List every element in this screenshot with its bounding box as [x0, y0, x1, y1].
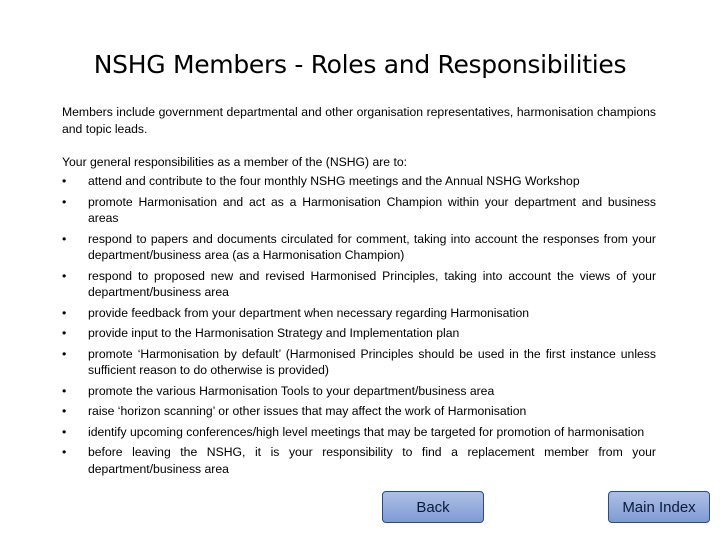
list-item	[62, 346, 656, 379]
bullet-icon: •	[62, 194, 67, 209]
list-item	[62, 231, 656, 264]
list-item	[62, 194, 656, 227]
main-index-button[interactable]: Main Index	[608, 491, 710, 523]
list-item-text: raise ‘horizon scanning’ or other issues that may affect the work of Harmonisation	[88, 404, 527, 418]
list-item-text: provide feedback from your department when necessary regarding Harmonisation	[88, 305, 530, 320]
list-item-text: respond to proposed new and revised Harmonised Principles, taking into account the views of your department/business area	[88, 268, 656, 299]
list-item-text: promote Harmonisation and act as a Harmonisation Champion within your department and business areas	[88, 194, 656, 225]
back-button[interactable]: Back	[382, 491, 484, 523]
list-item-text: respond to papers and documents circulated for comment, taking into account the responses from your department/business area (as a Harmonisation Champion)	[88, 231, 656, 262]
bullet-icon: •	[62, 445, 67, 459]
list-item	[62, 325, 656, 342]
list-item-text: before leaving the NSHG, it is your responsibility to find a replacement member from your department/business area	[88, 445, 656, 476]
responsibilities-heading: Your general responsibilities as a member of the (NSHG) are to:	[62, 155, 408, 169]
list-item	[62, 305, 656, 322]
list-item	[62, 173, 656, 190]
responsibilities-list	[62, 173, 656, 481]
bullet-icon: •	[62, 404, 67, 418]
list-item	[62, 444, 656, 477]
bullet-icon: •	[62, 383, 67, 398]
list-item-text: identify upcoming conferences/high level meetings that may be targeted for promotion of harmonisation	[88, 424, 645, 439]
list-item-text: attend and contribute to the four monthly NSHG meetings and the Annual NSHG Workshop	[88, 174, 580, 188]
bullet-icon: •	[62, 174, 67, 188]
list-item	[62, 424, 656, 441]
bullet-icon: •	[62, 231, 67, 246]
list-item-text: promote ‘Harmonisation by default’ (Harmonised Principles should be used in the first instance unless sufficient reason to do otherwise is provided)	[88, 346, 656, 377]
bullet-icon: •	[62, 346, 67, 361]
bullet-icon: •	[62, 424, 67, 439]
list-item-text: promote the various Harmonisation Tools to your department/business area	[88, 383, 495, 398]
list-item	[62, 268, 656, 301]
page-title: NSHG Members - Roles and Responsibilities	[93, 50, 627, 79]
list-item	[62, 403, 656, 420]
bullet-icon: •	[62, 326, 67, 340]
intro-paragraph: Members include government departmental and other organisation representatives, harmonisation champions and topic leads.	[62, 105, 656, 136]
list-item-text: provide input to the Harmonisation Strategy and Implementation plan	[88, 326, 460, 340]
list-item	[62, 383, 656, 400]
bullet-icon: •	[62, 268, 67, 283]
bullet-icon: •	[62, 305, 67, 320]
